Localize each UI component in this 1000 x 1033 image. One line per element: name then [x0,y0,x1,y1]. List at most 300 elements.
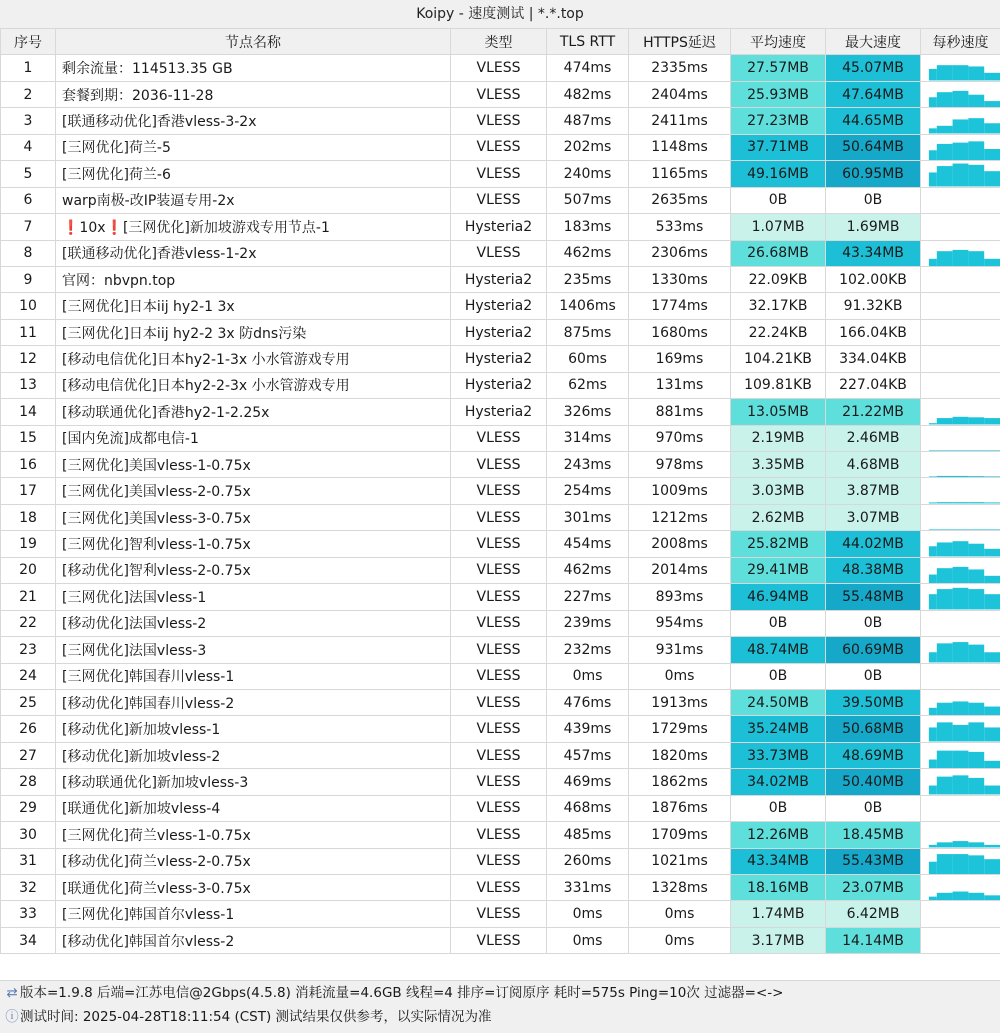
speed-sparkline [921,716,1000,741]
tls-rtt-cell: 462ms [547,240,629,266]
max-speed-cell: 102.00KB [826,266,921,292]
table-row[interactable] [1,637,1000,663]
row-index-cell: 19 [1,531,56,557]
sparkline-bar [968,778,984,795]
sparkline-bar [937,777,953,795]
speed-sparkline [921,901,1000,926]
row-index-cell: 24 [1,663,56,689]
per-second-speed-cell [921,716,1000,742]
node-name-cell: [移动优化]韩国首尔vless-2 [56,927,451,953]
speed-sparkline [921,214,1000,239]
https-latency-cell: 1876ms [629,795,731,821]
per-second-speed-cell [921,452,1000,478]
per-second-speed-cell [921,187,1000,213]
avg-speed-cell: 43.34MB [731,848,826,874]
table-row[interactable] [1,875,1000,901]
max-speed-cell: 3.07MB [826,504,921,530]
sparkline-bar [937,750,953,768]
avg-speed-cell: 22.24KB [731,319,826,345]
tls-rtt-cell: 439ms [547,716,629,742]
sparkline-bar [937,251,953,266]
tls-rtt-cell: 485ms [547,822,629,848]
sparkline-bar [929,759,937,768]
max-speed-cell: 44.02MB [826,531,921,557]
https-latency-cell: 2014ms [629,557,731,583]
protocol-type-cell: Hysteria2 [451,319,547,345]
col-header-per-second-speed[interactable]: 每秒速度 [921,29,1000,55]
avg-speed-cell: 2.62MB [731,504,826,530]
max-speed-cell: 14.14MB [826,927,921,953]
row-index-cell: 23 [1,637,56,663]
node-name-cell: [移动优化]荷兰vless-2-0.75x [56,848,451,874]
avg-speed-cell: 25.93MB [731,81,826,107]
col-header-type[interactable]: 类型 [451,29,547,55]
node-name-cell: 剩余流量：114513.35 GB [56,55,451,81]
sparkline-bar [984,594,1000,609]
protocol-type-cell: VLESS [451,663,547,689]
avg-speed-cell: 0B [731,187,826,213]
row-index-cell: 5 [1,161,56,187]
https-latency-cell: 1862ms [629,769,731,795]
https-latency-cell: 893ms [629,584,731,610]
https-latency-cell: 1212ms [629,504,731,530]
per-second-speed-cell [921,848,1000,874]
per-second-speed-cell [921,319,1000,345]
table-row[interactable] [1,81,1000,107]
tls-rtt-cell: 235ms [547,266,629,292]
row-index-cell: 30 [1,822,56,848]
per-second-speed-cell [921,55,1000,81]
table-row[interactable] [1,531,1000,557]
sparkline-bar [929,786,937,795]
col-header-https-latency[interactable]: HTTPS延迟 [629,29,731,55]
sparkline-bar [929,173,937,187]
node-name-cell: [三网优化]美国vless-2-0.75x [56,478,451,504]
protocol-type-cell: VLESS [451,81,547,107]
sparkline-bar [929,574,937,583]
row-index-cell: 31 [1,848,56,874]
sparkline-bar [984,706,1000,715]
sparkline-bar [953,164,969,187]
protocol-type-cell: VLESS [451,504,547,530]
speed-sparkline [921,928,1000,953]
table-row[interactable] [1,134,1000,160]
row-index-cell: 25 [1,689,56,715]
sparkline-bar [937,893,953,901]
sparkline-bar [953,725,969,742]
table-row[interactable] [1,240,1000,266]
sparkline-bar [937,723,953,742]
tls-rtt-cell: 301ms [547,504,629,530]
speed-sparkline [921,849,1000,874]
node-name-cell: [移动优化]韩国春川vless-2 [56,689,451,715]
tls-rtt-cell: 0ms [547,901,629,927]
sparkline-bar [953,841,969,847]
https-latency-cell: 1729ms [629,716,731,742]
node-name-cell: [三网优化]法国vless-1 [56,584,451,610]
speed-sparkline [921,743,1000,768]
sparkline-bar [929,652,937,662]
speed-sparkline [921,822,1000,847]
protocol-type-cell: Hysteria2 [451,372,547,398]
speed-sparkline [921,108,1000,133]
sparkline-bar [984,149,1000,160]
avg-speed-cell: 49.16MB [731,161,826,187]
sparkline-bar [929,728,937,742]
https-latency-cell: 1165ms [629,161,731,187]
protocol-type-cell: VLESS [451,716,547,742]
node-name-cell: [移动电信优化]日本hy2-1-3x 小水管游戏专用 [56,346,451,372]
speed-sparkline [921,664,1000,689]
tls-rtt-cell: 227ms [547,584,629,610]
table-row[interactable] [1,822,1000,848]
protocol-type-cell: VLESS [451,240,547,266]
tls-rtt-cell: 326ms [547,399,629,425]
row-index-cell: 13 [1,372,56,398]
sparkline-bar [953,120,969,134]
max-speed-cell: 55.43MB [826,848,921,874]
table-row[interactable] [1,214,1000,240]
node-name-cell: [移动电信优化]日本hy2-2-3x 小水管游戏专用 [56,372,451,398]
sparkline-bar [953,588,969,610]
sparkline-bar [937,126,953,134]
per-second-speed-cell [921,108,1000,134]
max-speed-cell: 48.69MB [826,742,921,768]
row-index-cell: 2 [1,81,56,107]
sparkline-bar [953,567,969,584]
tls-rtt-cell: 474ms [547,55,629,81]
avg-speed-cell: 2.19MB [731,425,826,451]
node-name-cell: [联通优化]荷兰vless-3-0.75x [56,875,451,901]
info-icon: ⓘ [5,1009,19,1025]
table-row[interactable] [1,927,1000,953]
tls-rtt-cell: 0ms [547,663,629,689]
speed-sparkline [921,293,1000,318]
sparkline-bar [968,855,984,874]
avg-speed-cell: 3.17MB [731,927,826,953]
per-second-speed-cell [921,822,1000,848]
sparkline-bar [968,842,984,847]
https-latency-cell: 2008ms [629,531,731,557]
protocol-type-cell: VLESS [451,134,547,160]
sparkline-bar [937,166,953,186]
col-header-tls-rtt[interactable]: TLS RTT [547,29,629,55]
sparkline-bar [937,92,953,107]
table-row[interactable] [1,55,1000,81]
per-second-speed-cell [921,134,1000,160]
avg-speed-cell: 104.21KB [731,346,826,372]
sparkline-bar [968,95,984,108]
avg-speed-cell: 3.03MB [731,478,826,504]
sparkline-bar [984,576,1000,584]
sparkline-bar [937,66,953,81]
row-index-cell: 6 [1,187,56,213]
max-speed-cell: 47.64MB [826,81,921,107]
https-latency-cell: 2306ms [629,240,731,266]
https-latency-cell: 533ms [629,214,731,240]
sparkline-bar [953,701,969,715]
protocol-type-cell: VLESS [451,637,547,663]
sparkline-bar [984,761,1000,769]
sparkline-bar [937,703,953,716]
https-latency-cell: 0ms [629,901,731,927]
protocol-type-cell: Hysteria2 [451,214,547,240]
protocol-type-cell: VLESS [451,425,547,451]
tls-rtt-cell: 875ms [547,319,629,345]
sparkline-bar [937,568,953,583]
max-speed-cell: 4.68MB [826,452,921,478]
table-row[interactable] [1,187,1000,213]
sparkline-bar [953,854,969,874]
table-row[interactable] [1,266,1000,292]
protocol-type-cell: VLESS [451,557,547,583]
avg-speed-cell: 18.16MB [731,875,826,901]
row-index-cell: 33 [1,901,56,927]
speed-sparkline [921,531,1000,556]
table-row[interactable] [1,108,1000,134]
node-name-cell: [三网优化]日本iij hy2-1 3x [56,293,451,319]
max-speed-cell: 334.04KB [826,346,921,372]
protocol-type-cell: VLESS [451,187,547,213]
avg-speed-cell: 37.71MB [731,134,826,160]
speed-sparkline [921,426,1000,451]
table-row[interactable] [1,319,1000,345]
table-row[interactable] [1,610,1000,636]
max-speed-cell: 50.40MB [826,769,921,795]
table-row[interactable] [1,795,1000,821]
row-index-cell: 15 [1,425,56,451]
node-name-cell: [国内免流]成都电信-1 [56,425,451,451]
per-second-speed-cell [921,584,1000,610]
sparkline-bar [968,67,984,81]
table-row[interactable] [1,769,1000,795]
footer-test-time-text: 测试时间: 2025-04-28T18:11:54 (CST) 测试结果仅供参考，以实际情况为准 [20,1009,492,1025]
sparkline-bar [953,892,969,901]
node-name-cell: [联通移动优化]香港vless-1-2x [56,240,451,266]
max-speed-cell: 21.22MB [826,399,921,425]
protocol-type-cell: VLESS [451,478,547,504]
avg-speed-cell: 27.57MB [731,55,826,81]
row-index-cell: 8 [1,240,56,266]
sparkline-bar [937,854,953,874]
sparkline-bar [937,543,953,557]
table-row[interactable] [1,372,1000,398]
footer-summary-text: 版本=1.9.8 后端=江苏电信@2Gbps(4.5.8) 消耗流量=4.6GB 线程=4 排序=订阅原序 耗时=575s Ping=10次 过滤器=<-> [20,985,784,1001]
row-index-cell: 22 [1,610,56,636]
sparkline-bar [937,418,953,424]
col-header-avg-speed[interactable]: 平均速度 [731,29,826,55]
https-latency-cell: 1680ms [629,319,731,345]
https-latency-cell: 881ms [629,399,731,425]
table-row[interactable] [1,504,1000,530]
table-row[interactable] [1,452,1000,478]
table-row[interactable] [1,557,1000,583]
row-index-cell: 34 [1,927,56,953]
speed-sparkline [921,584,1000,609]
sparkline-bar [929,258,937,266]
avg-speed-cell: 48.74MB [731,637,826,663]
max-speed-cell: 45.07MB [826,55,921,81]
tls-rtt-cell: 62ms [547,372,629,398]
sparkline-bar [968,703,984,716]
https-latency-cell: 0ms [629,663,731,689]
speed-sparkline [921,55,1000,80]
tls-rtt-cell: 254ms [547,478,629,504]
max-speed-cell: 3.87MB [826,478,921,504]
https-latency-cell: 2411ms [629,108,731,134]
avg-speed-cell: 1.07MB [731,214,826,240]
max-speed-cell: 0B [826,663,921,689]
row-index-cell: 10 [1,293,56,319]
per-second-speed-cell [921,689,1000,715]
protocol-type-cell: Hysteria2 [451,266,547,292]
https-latency-cell: 1328ms [629,875,731,901]
speed-sparkline [921,241,1000,266]
protocol-type-cell: Hysteria2 [451,346,547,372]
protocol-type-cell: Hysteria2 [451,399,547,425]
tls-rtt-cell: 239ms [547,610,629,636]
sparkline-bar [968,569,984,583]
avg-speed-cell: 26.68MB [731,240,826,266]
protocol-type-cell: VLESS [451,795,547,821]
sparkline-bar [984,652,1000,662]
protocol-type-cell: VLESS [451,452,547,478]
col-header-max-speed[interactable]: 最大速度 [826,29,921,55]
protocol-type-cell: VLESS [451,108,547,134]
avg-speed-cell: 25.82MB [731,531,826,557]
table-row[interactable] [1,478,1000,504]
avg-speed-cell: 0B [731,610,826,636]
sparkline-bar [929,594,937,609]
tls-rtt-cell: 457ms [547,742,629,768]
table-row[interactable] [1,293,1000,319]
col-header-node-name[interactable]: 节点名称 [56,29,451,55]
avg-speed-cell: 32.17KB [731,293,826,319]
per-second-speed-cell [921,557,1000,583]
max-speed-cell: 43.34MB [826,240,921,266]
speed-sparkline [921,320,1000,345]
tls-rtt-cell: 462ms [547,557,629,583]
node-name-cell: [联通移动优化]香港vless-3-2x [56,108,451,134]
speed-sparkline [921,346,1000,371]
https-latency-cell: 1148ms [629,134,731,160]
node-name-cell: 套餐到期：2036-11-28 [56,81,451,107]
node-name-cell: warp南极-改IP装逼专用-2x [56,187,451,213]
sparkline-bar [984,418,1000,424]
row-index-cell: 20 [1,557,56,583]
https-latency-cell: 1009ms [629,478,731,504]
avg-speed-cell: 29.41MB [731,557,826,583]
https-latency-cell: 131ms [629,372,731,398]
max-speed-cell: 39.50MB [826,689,921,715]
row-index-cell: 29 [1,795,56,821]
row-index-cell: 17 [1,478,56,504]
node-name-cell: [三网优化]美国vless-1-0.75x [56,452,451,478]
sparkline-bar [953,91,969,108]
table-row[interactable] [1,584,1000,610]
speed-sparkline [921,82,1000,107]
sparkline-bar [937,842,953,847]
max-speed-cell: 48.38MB [826,557,921,583]
avg-speed-cell: 109.81KB [731,372,826,398]
protocol-type-cell: VLESS [451,610,547,636]
tls-rtt-cell: 507ms [547,187,629,213]
protocol-type-cell: VLESS [451,161,547,187]
table-row[interactable] [1,716,1000,742]
node-name-cell: 官网：nbvpn.top [56,266,451,292]
row-index-cell: 26 [1,716,56,742]
tls-rtt-cell: 454ms [547,531,629,557]
sparkline-bar [984,73,1000,81]
https-latency-cell: 1021ms [629,848,731,874]
tls-rtt-cell: 260ms [547,848,629,874]
header-row [1,29,1000,55]
row-index-cell: 16 [1,452,56,478]
tls-rtt-cell: 1406ms [547,293,629,319]
table-row[interactable] [1,901,1000,927]
per-second-speed-cell [921,637,1000,663]
speed-sparkline [921,875,1000,900]
table-row[interactable] [1,399,1000,425]
node-name-cell: [移动联通优化]香港hy2-1-2.25x [56,399,451,425]
tls-rtt-cell: 60ms [547,346,629,372]
protocol-type-cell: VLESS [451,55,547,81]
max-speed-cell: 18.45MB [826,822,921,848]
sparkline-bar [984,101,1000,107]
sparkline-bar [984,171,1000,186]
max-speed-cell: 1.69MB [826,214,921,240]
speed-sparkline [921,505,1000,530]
node-name-cell: [三网优化]荷兰vless-1-0.75x [56,822,451,848]
max-speed-cell: 0B [826,795,921,821]
table-row[interactable] [1,161,1000,187]
sparkline-bar [984,859,1000,874]
per-second-speed-cell [921,663,1000,689]
sparkline-bar [953,541,969,556]
protocol-type-cell: VLESS [451,769,547,795]
table-row[interactable] [1,689,1000,715]
per-second-speed-cell [921,769,1000,795]
per-second-speed-cell [921,346,1000,372]
sparkline-bar [937,643,953,662]
sparkline-bar [953,776,969,795]
sparkline-bar [953,642,969,662]
https-latency-cell: 970ms [629,425,731,451]
table-row[interactable] [1,848,1000,874]
avg-speed-cell: 34.02MB [731,769,826,795]
sparkline-bar [968,141,984,160]
https-latency-cell: 1709ms [629,822,731,848]
avg-speed-cell: 22.09KB [731,266,826,292]
per-second-speed-cell [921,214,1000,240]
row-index-cell: 9 [1,266,56,292]
table-row[interactable] [1,346,1000,372]
col-header-index[interactable]: 序号 [1,29,56,55]
speed-sparkline [921,399,1000,424]
node-name-cell: [三网优化]韩国春川vless-1 [56,663,451,689]
table-row[interactable] [1,742,1000,768]
tls-rtt-cell: 232ms [547,637,629,663]
avg-speed-cell: 3.35MB [731,452,826,478]
tls-rtt-cell: 487ms [547,108,629,134]
table-row[interactable] [1,425,1000,451]
https-latency-cell: 0ms [629,927,731,953]
tls-rtt-cell: 331ms [547,875,629,901]
max-speed-cell: 2.46MB [826,425,921,451]
table-row[interactable] [1,663,1000,689]
max-speed-cell: 50.68MB [826,716,921,742]
per-second-speed-cell [921,478,1000,504]
